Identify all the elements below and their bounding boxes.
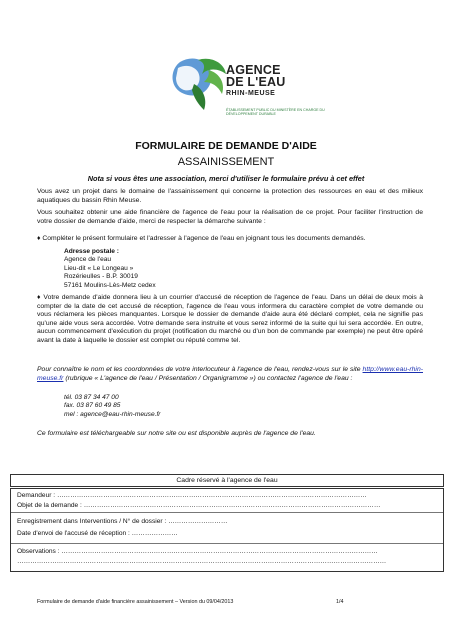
divider — [11, 512, 443, 513]
association-note: Nota si vous êtes une association, merci d'utiliser le formulaire prévu à cet effet — [87, 174, 365, 183]
page-title: FORMULAIRE DE DEMANDE D'AIDE — [135, 140, 317, 152]
logo-wordmark — [226, 64, 285, 100]
enregistrement-field: Enregistrement dans Interventions / N° de dossier : ……………………… — [17, 518, 228, 525]
contact-paragraph — [37, 366, 423, 383]
divider — [11, 543, 443, 544]
address-line: Lieu-dit « Le Longeau » — [64, 264, 134, 272]
date-accuse-field: Date d'envoi de l'accusé de réception : ………………… — [17, 530, 178, 537]
objet-field: Objet de la demande : ……………………………………………………………………………………………………………………… — [17, 502, 381, 509]
address-line: Rozérieulles - B.P. 30019 — [64, 273, 138, 281]
observations-field: Observations : ……………………………………………………………………………………………………………………………… — [17, 548, 378, 555]
postal-address — [64, 248, 156, 290]
contact-text: (rubrique « L'agence de l'eau / Présentation / Organigramme ») ou contactez l'agence de l'eau : — [63, 374, 353, 382]
reserved-box — [10, 488, 444, 572]
contact-text: Pour connaître le nom et les coordonnées de votre interlocuteur à l'agence de l'eau, rendez-vous sur le site — [37, 366, 363, 373]
address-line: Agence de l'eau — [64, 256, 112, 264]
agency-logo — [168, 50, 378, 128]
email-address: mel : agence@eau-rhin-meuse.fr — [64, 410, 161, 418]
logo-line-3: RHIN-MEUSE — [226, 90, 276, 97]
logo-emblem-icon — [168, 54, 228, 116]
fax-number: fax. 03 87 60 49 85 — [64, 402, 121, 410]
procedure-paragraph: Vous souhaitez obtenir une aide financière de l'agence de l'eau pour la réalisation de ce projet. Pour faciliter l'instruction de votre dossier de demande d'aide, merci de respecter la démarche suivante : — [37, 209, 423, 225]
page-subtitle: ASSAINISSEMENT — [177, 156, 275, 168]
demandeur-field: Demandeur : …………………………………………………………………………………………………………………………… — [17, 492, 367, 499]
intro-paragraph: Vous avez un projet dans le domaine de l'assainissement qui concerne la protection des ressources en eau et des milieux aquatiques du bassin Rhin Meuse. — [37, 188, 423, 204]
page-footer: Formulaire de demande d'aide financière assainissement – Version du 09/04/2013 — [37, 599, 234, 605]
acknowledgement-paragraph: ♦ Votre demande d'aide donnera lieu à un courrier d'accusé de réception de l'agence de l'eau. Dans un délai de deux mois à compter de la date de cet accusé de réception, l'agence de l'eau vous informera du caractère complet de votre demande ou vous réclamera les pièces manquantes. Lorsque le dossier de demande d'aide aura été déclaré complet, cela ne signifie pas qu'une aide vous sera accordée. Votre demande sera instruite et vous serez informé de la suite qui lui sera accordée. En outre, aucun commencement d'exécution du projet (notification du marché ou d'un bon de commande par exemple) ne peut être opéré avant la date à laquelle le dossier est complet ou réputé comme tel. — [37, 294, 423, 344]
logo-line-1: AGENCE — [226, 63, 281, 77]
download-note: Ce formulaire est téléchargeable sur notre site ou est disponible auprès de l'agence de l'eau. — [37, 430, 316, 437]
website-link[interactable]: http://www.eau-rhin-meuse.fr — [37, 366, 423, 382]
reserved-box-title: Cadre réservé à l'agence de l'eau — [10, 474, 444, 487]
observations-line: …………………………………………………………………………………………………………………………………………………… — [17, 558, 387, 565]
address-line: 57161 Moulins-Lès-Metz cedex — [64, 281, 156, 289]
contact-details — [64, 394, 161, 419]
page-number: 1/4 — [336, 599, 344, 605]
logo-line-2: DE L'EAU — [226, 75, 286, 89]
logo-tagline: ÉTABLISSEMENT PUBLIC DU MINISTÈRE EN CHARGE DU DÉVELOPPEMENT DURABLE — [226, 108, 325, 117]
address-label: Adresse postale : — [64, 248, 119, 255]
phone-number: tél. 03 87 34 47 00 — [64, 394, 119, 401]
step-complete-form: ♦ Compléter le présent formulaire et l'adresser à l'agence de l'eau en joignant tous les documents demandés. — [37, 235, 366, 242]
